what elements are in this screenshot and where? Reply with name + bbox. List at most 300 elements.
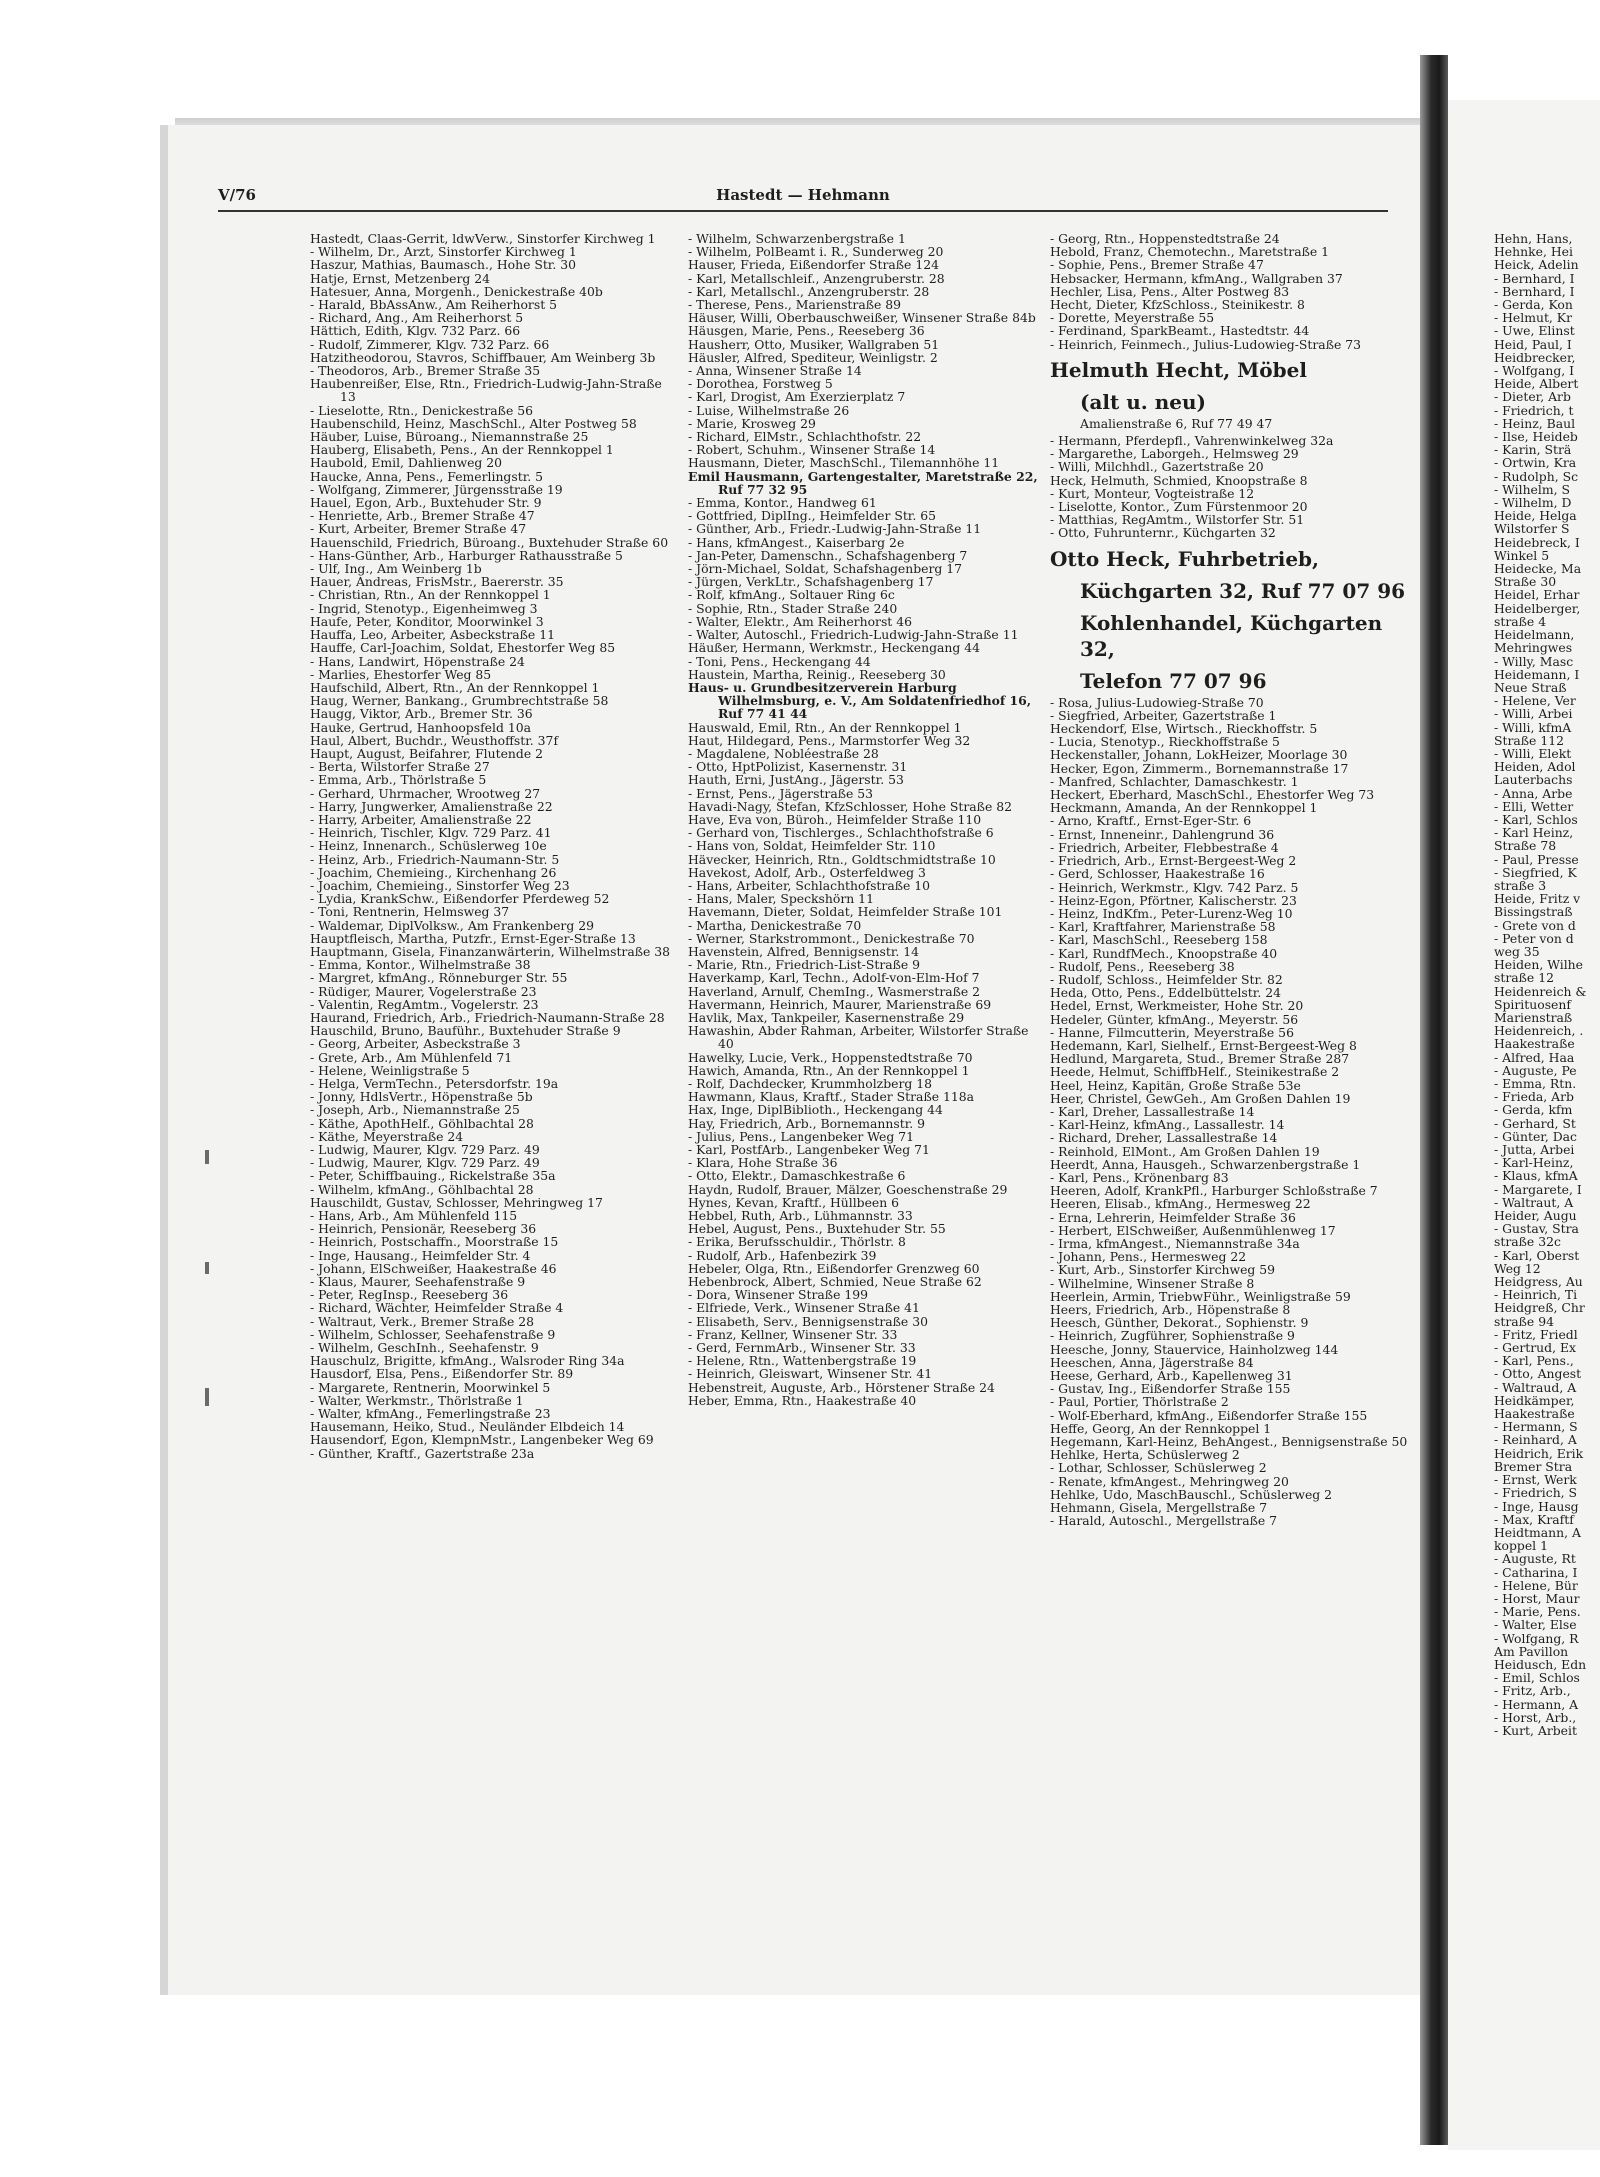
directory-entry: - Helga, VermTechn., Petersdorfstr. 19a <box>310 1076 559 1091</box>
directory-entry: - Reinhard, A <box>1494 1432 1577 1448</box>
directory-entry: Haydn, Rudolf, Brauer, Mälzer, Goeschenstraße 29 <box>688 1181 1008 1197</box>
directory-entry: - Fritz, Friedl <box>1494 1326 1578 1342</box>
directory-entry: - Willi, kfmA <box>1494 719 1572 735</box>
directory-entry: Heidelmann, <box>1494 627 1575 643</box>
directory-entry: - Hans, Maler, Speckshörn 11 <box>688 891 874 907</box>
directory-entry: Heiden, Adol <box>1494 759 1576 775</box>
directory-entry: - Wilhelm, kfmAng., Göhlbachtal 28 <box>310 1181 534 1197</box>
advertisement-entry: Haus- u. Grundbesitzerverein Harburg Wilhelmsburg, e. V., Am Soldatenfriedhof 16, Ruf 77 41 44 <box>688 679 1032 722</box>
directory-entry: Hauke, Gertrud, Hanhoopsfeld 10a <box>310 719 532 735</box>
directory-column-facing <box>1494 232 1600 1737</box>
directory-entry: Winkel 5 <box>1494 547 1550 563</box>
directory-entry: - Wilhelmine, Winsener Straße 8 <box>1050 1275 1255 1291</box>
directory-entry: - Bernhard, I <box>1494 270 1575 286</box>
directory-entry: - Günther, Arb., Friedr.-Ludwig-Jahn-Straße 11 <box>688 521 982 537</box>
directory-entry: - Jonny, HdlsVertr., Höpenstraße 5b <box>310 1089 533 1105</box>
directory-entry: Heidgress, Au <box>1494 1274 1583 1290</box>
directory-entry: - Wilhelm, Dr., Arzt, Sinstorfer Kirchweg 1 <box>310 244 577 260</box>
directory-entry: Hausherr, Otto, Musiker, Wallgraben 51 <box>688 336 940 352</box>
directory-entry: - Jörn-Michael, Soldat, Schafshagenberg 17 <box>688 561 963 577</box>
directory-entry: - Sophie, Pens., Bremer Straße 47 <box>1050 257 1264 273</box>
directory-entry: - Ferdinand, SparkBeamt., Hastedtstr. 44 <box>1050 323 1310 339</box>
directory-entry: - Heinrich, Werkmstr., Klgv. 742 Parz. 5 <box>1050 879 1299 895</box>
directory-entry: - Emma, Kontor., Handweg 61 <box>688 495 877 511</box>
directory-entry: Haurand, Friedrich, Arb., Friedrich-Naumann-Straße 28 <box>310 1009 665 1025</box>
directory-entry: weg 35 <box>1494 943 1540 959</box>
directory-entry: - Wilhelm, Schlosser, Seehafenstraße 9 <box>310 1326 556 1342</box>
directory-entry: Neue Straß <box>1494 679 1567 695</box>
directory-entry: - Walter, Werkmstr., Thörlstraße 1 <box>310 1392 524 1408</box>
directory-entry: Mehringwes <box>1494 640 1573 656</box>
directory-entry: Heick, Adelin <box>1494 257 1579 273</box>
directory-entry: Hauffe, Carl-Joachim, Soldat, Ehestorfer Weg 85 <box>310 640 616 656</box>
directory-entry: Heerdt, Anna, Hausgeh., Schwarzenbergstraße 1 <box>1050 1156 1361 1172</box>
directory-entry: - Dorothea, Forstweg 5 <box>688 376 833 392</box>
directory-entry: - Peter, Schiffbauing., Rickelstraße 35a <box>310 1168 556 1184</box>
directory-entry: - Hans-Günther, Arb., Harburger Rathausstraße 5 <box>310 547 623 563</box>
page-number: V/76 <box>218 186 256 204</box>
directory-entry: - Lieselotte, Rtn., Denickestraße 56 <box>310 402 533 418</box>
directory-entry: Heidel, Erhar <box>1494 587 1580 603</box>
directory-entry: Have, Eva von, Büroh., Heimfelder Straße 110 <box>688 811 982 827</box>
directory-entry: - Uwe, Elinst <box>1494 323 1575 339</box>
directory-entry: - Reinhold, ElMont., Am Großen Dahlen 19 <box>1050 1143 1320 1159</box>
directory-entry: - Hans, Landwirt, Höpenstraße 24 <box>310 653 525 669</box>
directory-entry: - Richard, Wächter, Heimfelder Straße 4 <box>310 1300 564 1316</box>
directory-entry: - Emma, Arb., Thörlstraße 5 <box>310 772 487 788</box>
directory-entry: - Karl, RundfMech., Knoopstraße 40 <box>1050 945 1278 961</box>
directory-entry: - Karl, Metallschleif., Anzengruberstr. 28 <box>688 270 945 286</box>
directory-entry: - Walter, kfmAng., Femerlingstraße 23 <box>310 1406 551 1422</box>
directory-entry: - Waltraud, A <box>1494 1379 1577 1395</box>
directory-entry: - Gottfried, DiplIng., Heimfelder Str. 65 <box>688 508 936 524</box>
directory-entry: Straße 78 <box>1494 838 1557 854</box>
directory-entry: - Klaus, kfmA <box>1494 1168 1578 1184</box>
directory-entry: Heesche, Jonny, Stauervice, Hainholzweg 144 <box>1050 1341 1339 1357</box>
page-header <box>218 178 1388 212</box>
directory-entry: - Wolfgang, I <box>1494 363 1575 379</box>
directory-entry: - Rudolph, Sc <box>1494 468 1579 484</box>
directory-entry: Heese, Gerhard, Arb., Kapellenweg 31 <box>1050 1368 1293 1384</box>
directory-entry: Heidgreß, Chr <box>1494 1300 1585 1316</box>
directory-entry: - Helene, Rtn., Wattenbergstraße 19 <box>688 1353 917 1369</box>
directory-entry: - Waldemar, DiplVolksw., Am Frankenberg 29 <box>310 917 594 933</box>
directory-entry: Hauschild, Bruno, Bauführ., Buxtehuder Straße 9 <box>310 1023 621 1039</box>
directory-entry: Haug, Werner, Bankang., Grumbrechtstraße 58 <box>310 693 609 709</box>
directory-entry: - Auguste, Rt <box>1494 1551 1576 1567</box>
directory-entry: - Karl, MaschSchl., Reeseberg 158 <box>1050 932 1268 948</box>
directory-entry: Hawelky, Lucie, Verk., Hoppenstedtstraße 70 <box>688 1049 973 1065</box>
directory-entry: Heeschen, Anna, Jägerstraße 84 <box>1050 1354 1254 1370</box>
directory-entry: Haubenreißer, Else, Rtn., Friedrich-Ludwig-Jahn-Straße 13 <box>310 376 662 405</box>
directory-entry: Bremer Stra <box>1494 1458 1573 1474</box>
directory-entry: Haszur, Mathias, Baumasch., Hohe Str. 30 <box>310 257 577 273</box>
directory-entry: Heid, Paul, I <box>1494 336 1572 352</box>
directory-entry: Heide, Fritz v <box>1494 891 1581 907</box>
directory-entry: - Inge, Hausang., Heimfelder Str. 4 <box>310 1247 531 1263</box>
directory-entry: - Joachim, Chemieing., Kirchenhang 26 <box>310 864 557 880</box>
directory-entry: - Ernst, Werk <box>1494 1472 1577 1488</box>
directory-entry: Hatzitheodorou, Stavros, Schiffbauer, Am Weinberg 3b <box>310 349 656 365</box>
directory-entry: - Liselotte, Kontor., Zum Fürstenmoor 20 <box>1050 499 1308 515</box>
directory-entry: - Heinrich, Pensionär, Reeseberg 36 <box>310 1221 537 1237</box>
directory-entry: Heide, Albert <box>1494 376 1579 392</box>
directory-entry: Heidusch, Edn <box>1494 1656 1587 1672</box>
directory-entry: Heeren, Elisab., kfmAng., Hermesweg 22 <box>1050 1196 1311 1212</box>
directory-entry: - Emil, Schlos <box>1494 1670 1580 1686</box>
directory-entry: - Marie, Rtn., Friedrich-List-Straße 9 <box>688 957 921 973</box>
directory-entry: - Heinz, Arb., Friedrich-Naumann-Str. 5 <box>310 851 560 867</box>
directory-entry: Hauptmann, Gisela, Finanzanwärterin, Wilhelmstraße 38 <box>310 943 671 959</box>
directory-entry: - Rudolf, Zimmerer, Klgv. 732 Parz. 66 <box>310 336 550 352</box>
directory-entry: - Heinrich, Feinmech., Julius-Ludowieg-Straße 73 <box>1050 336 1362 352</box>
directory-entry: - Valentin, RegAmtm., Vogelerstr. 23 <box>310 996 539 1012</box>
directory-entry: - Gerda, kfm <box>1494 1102 1573 1118</box>
directory-entry: - Marie, Pens. <box>1494 1604 1581 1620</box>
directory-entry: - Kurt, Monteur, Vogteistraße 12 <box>1050 485 1255 501</box>
directory-entry: - Karl, Metallschl., Anzengruberstr. 28 <box>688 283 930 299</box>
book-gutter <box>1420 55 1448 2145</box>
directory-entry: Häusler, Alfred, Spediteur, Weinligstr. 2 <box>688 349 938 365</box>
directory-entry: - Hermann, A <box>1494 1696 1579 1712</box>
directory-entry: - Gertrud, Ex <box>1494 1340 1577 1356</box>
running-title: Hastedt — Hehmann <box>716 186 890 204</box>
display-ad-line: Telefon 77 07 96 <box>1080 668 1267 693</box>
directory-entry: Hausdorf, Elsa, Pens., Eißendorfer Str. 89 <box>310 1366 574 1382</box>
directory-entry: - Renate, kfmAngest., Mehringweg 20 <box>1050 1473 1289 1489</box>
directory-entry: Hawashin, Abder Rahman, Arbeiter, Wilstorfer Straße 40 <box>688 1023 1029 1052</box>
directory-entry: - Marlies, Ehestorfer Weg 85 <box>310 666 492 682</box>
directory-entry: - Käthe, Meyerstraße 24 <box>310 1128 464 1144</box>
directory-entry: - Hans, Arb., Am Mühlenfeld 115 <box>310 1208 518 1224</box>
directory-entry: Hauenschild, Friedrich, Büroang., Buxtehuder Straße 60 <box>310 534 669 550</box>
directory-entry: - Georg, Rtn., Hoppenstedtstraße 24 <box>1050 231 1280 246</box>
directory-entry: - Joachim, Chemieing., Sinstorfer Weg 23 <box>310 877 570 893</box>
directory-entry: - Luise, Wilhelmstraße 26 <box>688 402 850 418</box>
directory-entry: Lauterbachs <box>1494 772 1573 788</box>
directory-entry: - Berta, Wilstorfer Straße 27 <box>310 759 490 775</box>
directory-entry: - Grete, Arb., Am Mühlenfeld 71 <box>310 1049 513 1065</box>
directory-entry: - Richard, ElMstr., Schlachthofstr. 22 <box>688 429 922 445</box>
directory-entry: - Franz, Kellner, Winsener Str. 33 <box>688 1326 898 1342</box>
directory-entry: Hebold, Franz, Chemotechn., Maretstraße 1 <box>1050 244 1330 260</box>
directory-entry: - Anna, Winsener Straße 14 <box>688 363 862 379</box>
directory-entry: - Julius, Pens., Langenbeker Weg 71 <box>688 1128 914 1144</box>
directory-entry: straße 94 <box>1494 1313 1554 1329</box>
directory-entry: - Helene, Ver <box>1494 693 1576 709</box>
directory-entry: - Waltraut, A <box>1494 1194 1574 1210</box>
directory-entry: Straße 112 <box>1494 732 1564 748</box>
directory-entry: - Otto, Fuhrunternr., Küchgarten 32 <box>1050 525 1276 541</box>
directory-entry: Hausmann, Dieter, MaschSchl., Tilemannhöhe 11 <box>688 455 1000 471</box>
directory-entry: - Elisabeth, Serv., Bennigsenstraße 30 <box>688 1313 928 1329</box>
directory-entry: - Max, Kraftf <box>1494 1511 1574 1527</box>
directory-entry: - Wilhelm, Schwarzenbergstraße 1 <box>688 231 906 246</box>
directory-entry: Havadi-Nagy, Stefan, KfzSchlosser, Hohe Straße 82 <box>688 798 1012 814</box>
directory-entry: - Karl Heinz, <box>1494 825 1574 841</box>
directory-entry: - Gustav, Ing., Eißendorfer Straße 155 <box>1050 1381 1291 1397</box>
directory-entry: - Peter von d <box>1494 930 1574 946</box>
directory-entry: Häusgen, Marie, Pens., Reeseberg 36 <box>688 323 925 339</box>
directory-entry: - Gerda, Kon <box>1494 297 1573 313</box>
directory-entry: - Dieter, Arb <box>1494 389 1571 405</box>
directory-entry: - Magdalene, Nobléestraße 28 <box>688 745 879 761</box>
directory-entry: - Rudolf, Arb., Hafenbezirk 39 <box>688 1247 877 1263</box>
directory-entry: - Dora, Winsener Straße 199 <box>688 1287 869 1303</box>
directory-entry: - Martha, Denickestraße 70 <box>688 917 862 933</box>
directory-entry: Hehn, Hans, <box>1494 231 1573 246</box>
directory-entry: - Gerd, FernmArb., Winsener Str. 33 <box>688 1340 916 1356</box>
directory-entry: - Heinrich, Tischler, Klgv. 729 Parz. 41 <box>310 825 552 841</box>
directory-entry: - Werner, Starkstrommont., Denickestraße 70 <box>688 930 975 946</box>
directory-entry: - Erna, Lehrerin, Heimfelder Straße 36 <box>1050 1209 1296 1225</box>
directory-entry: Hävecker, Heinrich, Rtn., Goldtschmidtstraße 10 <box>688 851 996 867</box>
directory-entry: Heidemann, I <box>1494 666 1580 682</box>
directory-entry: - Karl, Schlos <box>1494 811 1578 827</box>
directory-entry: - Johann, Pens., Hermesweg 22 <box>1050 1249 1247 1265</box>
directory-entry: Haverkamp, Karl, Techn., Adolf-von-Elm-Hof 7 <box>688 970 980 986</box>
display-ad-title: Otto Heck, Fuhrbetrieb, <box>1050 546 1320 571</box>
directory-entry: - Friedrich, Arbeiter, Flebbestraße 4 <box>1050 839 1279 855</box>
directory-entry: - Helene, Weinligstraße 5 <box>310 1062 470 1078</box>
directory-entry: Hauschulz, Brigitte, kfmAng., Walsroder Ring 34a <box>310 1353 625 1369</box>
display-ad-address: Amalienstraße 6, Ruf 77 49 47 <box>1080 415 1273 431</box>
directory-entry: Hax, Inge, DiplBiblioth., Heckengang 44 <box>688 1102 943 1118</box>
directory-entry: - Otto, HptPolizist, Kasernenstr. 31 <box>688 759 908 775</box>
directory-entry: - Robert, Schuhm., Winsener Straße 14 <box>688 442 936 458</box>
directory-entry: Haufe, Peter, Konditor, Moorwinkel 3 <box>310 613 544 629</box>
directory-entry: Heers, Friedrich, Arb., Höpenstraße 8 <box>1050 1302 1291 1317</box>
directory-entry: - Karl, Dreher, Lassallestraße 14 <box>1050 1103 1255 1119</box>
directory-entry: - Harry, Jungwerker, Amalienstraße 22 <box>310 798 553 814</box>
directory-entry: Hedemann, Karl, Sielhelf., Ernst-Bergeest-Weg 8 <box>1050 1037 1357 1053</box>
directory-entry: - Ernst, Pens., Jägerstraße 53 <box>688 785 874 801</box>
directory-entry: - Karin, Strä <box>1494 442 1572 458</box>
directory-entry: Haubenschild, Heinz, MaschSchl., Alter Postweg 58 <box>310 415 637 431</box>
directory-entry: - Gustav, Stra <box>1494 1221 1579 1237</box>
directory-entry: - Arno, Kraftf., Ernst-Eger-Str. 6 <box>1050 813 1252 829</box>
directory-entry: Hehnke, Hei <box>1494 244 1573 260</box>
directory-entry: - Lucia, Stenotyp., Rieckhoffstraße 5 <box>1050 734 1280 750</box>
directory-entry: - Kurt, Arbeit <box>1494 1722 1577 1738</box>
directory-entry: - Günter, Dac <box>1494 1128 1577 1144</box>
directory-entry: - Wolfgang, Zimmerer, Jürgensstraße 19 <box>310 481 563 497</box>
directory-entry: Straße 30 <box>1494 574 1557 590</box>
directory-entry: Heber, Emma, Rtn., Haakestraße 40 <box>688 1392 917 1408</box>
directory-entry: Häußer, Hermann, Werkmstr., Heckengang 44 <box>688 640 981 656</box>
directory-entry: - Walter, Elektr., Am Reiherhorst 46 <box>688 613 912 629</box>
directory-entry: - Christian, Rtn., An der Rennkoppel 1 <box>310 587 551 603</box>
directory-entry: Heffe, Georg, An der Rennkoppel 1 <box>1050 1420 1272 1436</box>
directory-entry: - Harald, Autoschl., Mergellstraße 7 <box>1050 1513 1278 1529</box>
directory-entry: - Walter, Autoschl., Friedrich-Ludwig-Jahn-Straße 11 <box>688 627 1019 643</box>
directory-entry: - Toni, Pens., Heckengang 44 <box>688 653 871 669</box>
directory-entry: - Harry, Arbeiter, Amalienstraße 22 <box>310 811 532 827</box>
directory-entry: - Hans von, Soldat, Heimfelder Str. 110 <box>688 838 936 854</box>
directory-entry: - Catharina, I <box>1494 1564 1578 1580</box>
directory-entry: - Peter, RegInsp., Reeseberg 36 <box>310 1287 509 1303</box>
directory-entry: Havekost, Adolf, Arb., Osterfeldweg 3 <box>688 864 926 880</box>
directory-entry: - Karl, Oberst <box>1494 1247 1580 1263</box>
directory-entry: Hättich, Edith, Klgv. 732 Parz. 66 <box>310 323 521 339</box>
directory-entry: Hauberg, Elisabeth, Pens., An der Rennkoppel 1 <box>310 442 614 458</box>
directory-column-3 <box>1050 232 1412 1527</box>
directory-entry: - Frieda, Arb <box>1494 1089 1574 1105</box>
directory-entry: Hauel, Egon, Arb., Buxtehuder Str. 9 <box>310 495 542 511</box>
directory-entry: - Heinrich, Postschaffn., Moorstraße 15 <box>310 1234 559 1250</box>
directory-entry: - Paul, Portier, Thörlstraße 2 <box>1050 1394 1229 1410</box>
directory-entry: - Karl-Heinz, <box>1494 1155 1574 1171</box>
directory-entry: Haakestraße <box>1494 1036 1575 1052</box>
directory-column-1 <box>310 232 675 1460</box>
directory-entry: Heel, Heinz, Kapitän, Große Straße 53e <box>1050 1077 1301 1093</box>
directory-entry: - Heinrich, Gleiswart, Winsener Str. 41 <box>688 1366 933 1382</box>
directory-entry: - Herbert, ElSchweißer, Außenmühlenweg 17 <box>1050 1222 1336 1238</box>
directory-entry: Hedel, Ernst, Werkmeister, Hohe Str. 20 <box>1050 998 1304 1014</box>
directory-entry: Heerlein, Armin, TriebwFühr., Weinligstraße 59 <box>1050 1288 1351 1304</box>
directory-entry: Havenstein, Alfred, Bennigsenstr. 14 <box>688 943 920 959</box>
directory-entry: - Bernhard, I <box>1494 283 1575 299</box>
directory-entry: Heidbrecker, <box>1494 349 1576 365</box>
directory-entry: Hebeler, Olga, Rtn., Eißendorfer Grenzweg 60 <box>688 1260 980 1276</box>
directory-entry: - Ingrid, Stenotyp., Eigenheimweg 3 <box>310 600 538 616</box>
directory-entry: Hebenstreit, Auguste, Arb., Hörstener Straße 24 <box>688 1379 995 1395</box>
directory-entry: - Margarete, I <box>1494 1181 1582 1197</box>
directory-entry: Hatje, Ernst, Metzenberg 24 <box>310 270 491 286</box>
directory-entry: straße 4 <box>1494 613 1547 629</box>
directory-entry: - Willi, Milchhdl., Gazertstraße 20 <box>1050 459 1264 475</box>
directory-entry: Hecker, Egon, Zimmerm., Bornemannstraße 17 <box>1050 760 1349 776</box>
directory-entry: - Ortwin, Kra <box>1494 455 1577 471</box>
directory-entry: Heeren, Adolf, KrankPfl., Harburger Schloßstraße 7 <box>1050 1183 1378 1199</box>
directory-entry: Hehmann, Gisela, Mergellstraße 7 <box>1050 1500 1268 1516</box>
directory-entry: - Willi, Arbei <box>1494 706 1573 722</box>
directory-entry: Hehlke, Udo, MaschBauschl., Schüslerweg 2 <box>1050 1486 1333 1502</box>
directory-entry: - Friedrich, Arb., Ernst-Bergeest-Weg 2 <box>1050 853 1297 869</box>
directory-entry: - Manfred, Schlachter, Damaschkestr. 1 <box>1050 773 1299 789</box>
directory-entry: Haufschild, Albert, Rtn., An der Rennkoppel 1 <box>310 679 600 695</box>
directory-entry: - Waltraut, Verk., Bremer Straße 28 <box>310 1313 535 1329</box>
directory-entry: Heiden, Wilhe <box>1494 957 1583 973</box>
display-ad-line: Küchgarten 32, Ruf 77 07 96 <box>1080 578 1406 603</box>
directory-entry: - Emma, Rtn. <box>1494 1076 1577 1091</box>
directory-entry: Haucke, Anna, Pens., Femerlingstr. 5 <box>310 468 544 484</box>
directory-entry: Heidelberger, <box>1494 600 1581 616</box>
directory-entry: Havemann, Dieter, Soldat, Heimfelder Straße 101 <box>688 904 1003 920</box>
directory-entry: Häuber, Luise, Büroang., Niemannstraße 25 <box>310 429 589 445</box>
directory-entry: - Hans, kfmAngest., Kaiserbarg 2e <box>688 534 905 550</box>
directory-entry: - Heinrich, Ti <box>1494 1287 1578 1303</box>
directory-entry: - Kurt, Arb., Sinstorfer Kirchweg 59 <box>1050 1262 1276 1278</box>
directory-entry: Hecht, Dieter, KfzSchloss., Steinikestr. 8 <box>1050 297 1305 313</box>
directory-entry: - Lydia, KrankSchw., Eißendorfer Pferdeweg 52 <box>310 891 610 907</box>
advertisement-entry: Emil Hausmann, Gartengestalter, Maretstraße 22, Ruf 77 32 95 <box>688 468 1038 497</box>
directory-entry: - Rolf, Dachdecker, Krummholzberg 18 <box>688 1076 933 1091</box>
directory-entry: - Gerhard, St <box>1494 1115 1576 1131</box>
directory-entry: - Joseph, Arb., Niemannstraße 25 <box>310 1102 520 1118</box>
directory-entry: Haugg, Viktor, Arb., Bremer Str. 36 <box>310 706 533 722</box>
directory-entry: - Jutta, Arbei <box>1494 1142 1575 1158</box>
directory-entry: - Karl-Heinz, kfmAng., Lassallestr. 14 <box>1050 1117 1285 1133</box>
directory-entry: - Käthe, ApothHelf., Göhlbachtal 28 <box>310 1115 534 1131</box>
directory-entry: - Helene, Bür <box>1494 1577 1578 1593</box>
directory-entry: - Karl, Pens., <box>1494 1353 1574 1369</box>
directory-entry: - Walter, Else <box>1494 1617 1577 1633</box>
directory-entry: - Theodoros, Arb., Bremer Straße 35 <box>310 363 541 379</box>
directory-entry: straße 3 <box>1494 877 1547 893</box>
directory-entry: Heidkämper, <box>1494 1392 1575 1408</box>
directory-entry: - Jan-Peter, Damenschn., Schafshagenberg 7 <box>688 547 968 563</box>
directory-entry: - Alfred, Haa <box>1494 1049 1575 1065</box>
directory-entry: - Ernst, Inneneinr., Dahlengrund 36 <box>1050 826 1275 842</box>
directory-entry: - Karl, Kraftfahrer, Marienstraße 58 <box>1050 919 1276 935</box>
directory-entry: Spirituosenf <box>1494 996 1571 1012</box>
directory-entry: - Sophie, Rtn., Stader Straße 240 <box>688 600 898 616</box>
directory-entry: - Richard, Dreher, Lassallestraße 14 <box>1050 1130 1278 1146</box>
directory-entry: Bissingstraß <box>1494 904 1573 920</box>
directory-entry: Hawich, Amanda, Rtn., An der Rennkoppel 1 <box>688 1062 970 1078</box>
directory-entry: - Ludwig, Maurer, Klgv. 729 Parz. 49 <box>310 1155 540 1171</box>
directory-entry: - Erika, Berufsschuldir., Thörlstr. 8 <box>688 1234 906 1250</box>
directory-entry: Heckert, Eberhard, MaschSchl., Ehestorfer Weg 73 <box>1050 787 1375 803</box>
directory-entry: straße 32c <box>1494 1234 1561 1250</box>
directory-entry: Am Pavillon <box>1494 1643 1569 1659</box>
directory-entry: - Hanne, Filmcutterin, Meyerstraße 56 <box>1050 1024 1294 1040</box>
directory-entry: - Irma, kfmAngest., Niemannstraße 34a <box>1050 1235 1300 1251</box>
directory-entry: - Willy, Masc <box>1494 653 1574 669</box>
directory-entry: Häuser, Willi, Oberbauschweißer, Winsener Straße 84b <box>688 310 1036 326</box>
directory-entry: Heckenstaller, Johann, LokHeizer, Moorlage 30 <box>1050 747 1348 763</box>
directory-entry: - Emma, Kontor., Wilhelmstraße 38 <box>310 957 531 973</box>
directory-entry: Heckendorf, Else, Wirtsch., Rieckhoffstr. 5 <box>1050 721 1318 737</box>
directory-entry: Haubold, Emil, Dahlienweg 20 <box>310 455 503 471</box>
directory-entry: - Elli, Wetter <box>1494 798 1574 814</box>
directory-entry: Hedlund, Margareta, Stud., Bremer Straße 287 <box>1050 1051 1350 1067</box>
directory-entry: - Klara, Hohe Straße 36 <box>688 1155 838 1171</box>
directory-entry: Heidecke, Ma <box>1494 561 1582 577</box>
directory-entry: - Wilhelm, S <box>1494 481 1570 497</box>
directory-entry: - Gerhard von, Tischlerges., Schlachthofstraße 6 <box>688 825 994 841</box>
directory-entry: Hausendorf, Egon, KlempnMstr., Langenbeker Weg 69 <box>310 1432 654 1448</box>
directory-entry: Hauer, Andreas, FrisMstr., Baererstr. 35 <box>310 574 564 590</box>
directory-entry: - Rüdiger, Maurer, Vogelerstraße 23 <box>310 983 537 999</box>
directory-entry: - Horst, Maur <box>1494 1590 1580 1606</box>
directory-entry: - Fritz, Arb., <box>1494 1683 1571 1699</box>
directory-entry: - Ilse, Heideb <box>1494 429 1578 445</box>
directory-entry: - Karl, Pens., Krönenbarg 83 <box>1050 1169 1229 1185</box>
directory-entry: - Ludwig, Maurer, Klgv. 729 Parz. 49 <box>310 1142 540 1158</box>
directory-entry: - Henriette, Arb., Bremer Straße 47 <box>310 508 535 524</box>
directory-entry: - Therese, Pens., Marienstraße 89 <box>688 297 902 313</box>
directory-entry: - Rosa, Julius-Ludowieg-Straße 70 <box>1050 694 1264 710</box>
directory-column-2 <box>688 232 1044 1407</box>
directory-entry: Hehlke, Herta, Schüslerweg 2 <box>1050 1447 1240 1463</box>
directory-entry: Heidrich, Erik <box>1494 1445 1584 1461</box>
directory-entry: - Friedrich, S <box>1494 1485 1578 1501</box>
directory-entry: - Heinz, Baul <box>1494 415 1576 431</box>
directory-entry: Hauth, Erni, JustAng., Jägerstr. 53 <box>688 772 904 788</box>
directory-entry: - Jürgen, VerkLtr., Schafshagenberg 17 <box>688 574 934 590</box>
directory-entry: Heidtmann, A <box>1494 1524 1581 1540</box>
directory-entry: Hebbel, Ruth, Arb., Lühmannstr. 33 <box>688 1208 913 1224</box>
directory-entry: - Paul, Presse <box>1494 851 1579 867</box>
directory-entry: - Heinz-Egon, Pförtner, Kalischerstr. 23 <box>1050 892 1297 908</box>
directory-entry: - Klaus, Maurer, Seehafenstraße 9 <box>310 1274 526 1290</box>
directory-entry: Haul, Albert, Buchdr., Weusthoffstr. 37f <box>310 732 559 748</box>
directory-entry: Hauser, Frieda, Eißendorfer Straße 124 <box>688 257 939 273</box>
directory-entry: - Otto, Elektr., Damaschkestraße 6 <box>688 1168 906 1184</box>
directory-entry: Hawmann, Klaus, Kraftf., Stader Straße 118a <box>688 1089 975 1105</box>
